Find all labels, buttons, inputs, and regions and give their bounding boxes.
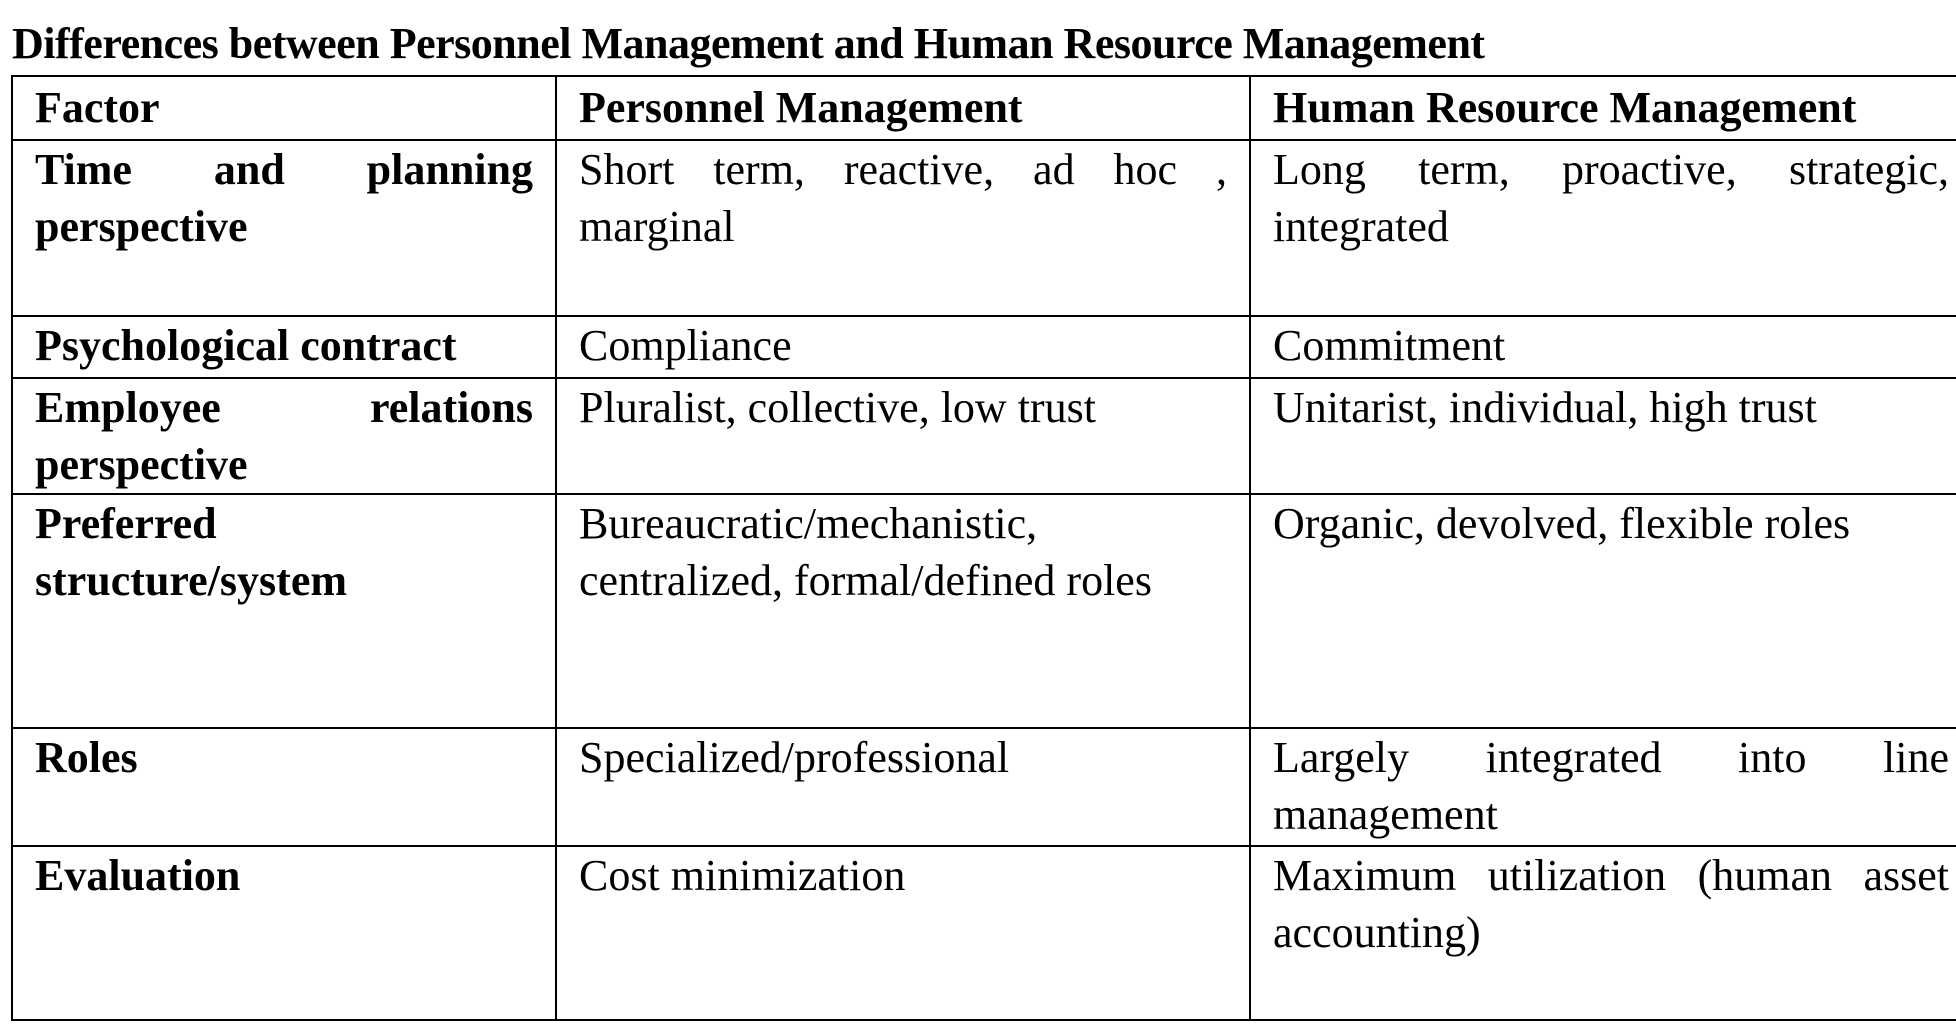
hrm-cell: Long term, proactive, strategic, integrated [1250,140,1956,316]
header-personnel-management: Personnel Management [556,76,1250,140]
personnel-cell: Specialized/professional [556,728,1250,846]
personnel-cell: Compliance [556,316,1250,378]
personnel-cell: Pluralist, collective, low trust [556,378,1250,494]
factor-cell: Roles [12,728,556,846]
personnel-cell: Bureaucratic/mechanistic, centralized, formal/defined roles [556,494,1250,728]
hrm-cell: Largely integrated into line management [1250,728,1956,846]
table-row [12,316,1956,378]
factor-cell: Time and planning perspective [12,140,556,316]
hrm-cell: Maximum utilization (human asset accounting) [1250,846,1956,1020]
page-title: Differences between Personnel Management and Human Resource Management [12,19,1485,68]
hrm-cell: Unitarist, individual, high trust [1250,378,1956,494]
comparison-table [11,75,1956,1021]
factor-cell: Preferred structure/system [12,494,556,728]
hrm-cell: Commitment [1250,316,1956,378]
table-header-row [12,76,1956,140]
table-row [12,728,1956,846]
header-human-resource-management: Human Resource Management [1250,76,1956,140]
factor-cell: Psychological contract [12,316,556,378]
factor-cell: Evaluation [12,846,556,1020]
factor-cell: Employee relations perspective [12,378,556,494]
personnel-cell: Short term, reactive, ad hoc , marginal [556,140,1250,316]
header-factor: Factor [12,76,556,140]
table-row [12,494,1956,728]
table-row [12,378,1956,494]
hrm-cell: Organic, devolved, flexible roles [1250,494,1956,728]
personnel-cell: Cost minimization [556,846,1250,1020]
table-row [12,846,1956,1020]
table-row [12,140,1956,316]
